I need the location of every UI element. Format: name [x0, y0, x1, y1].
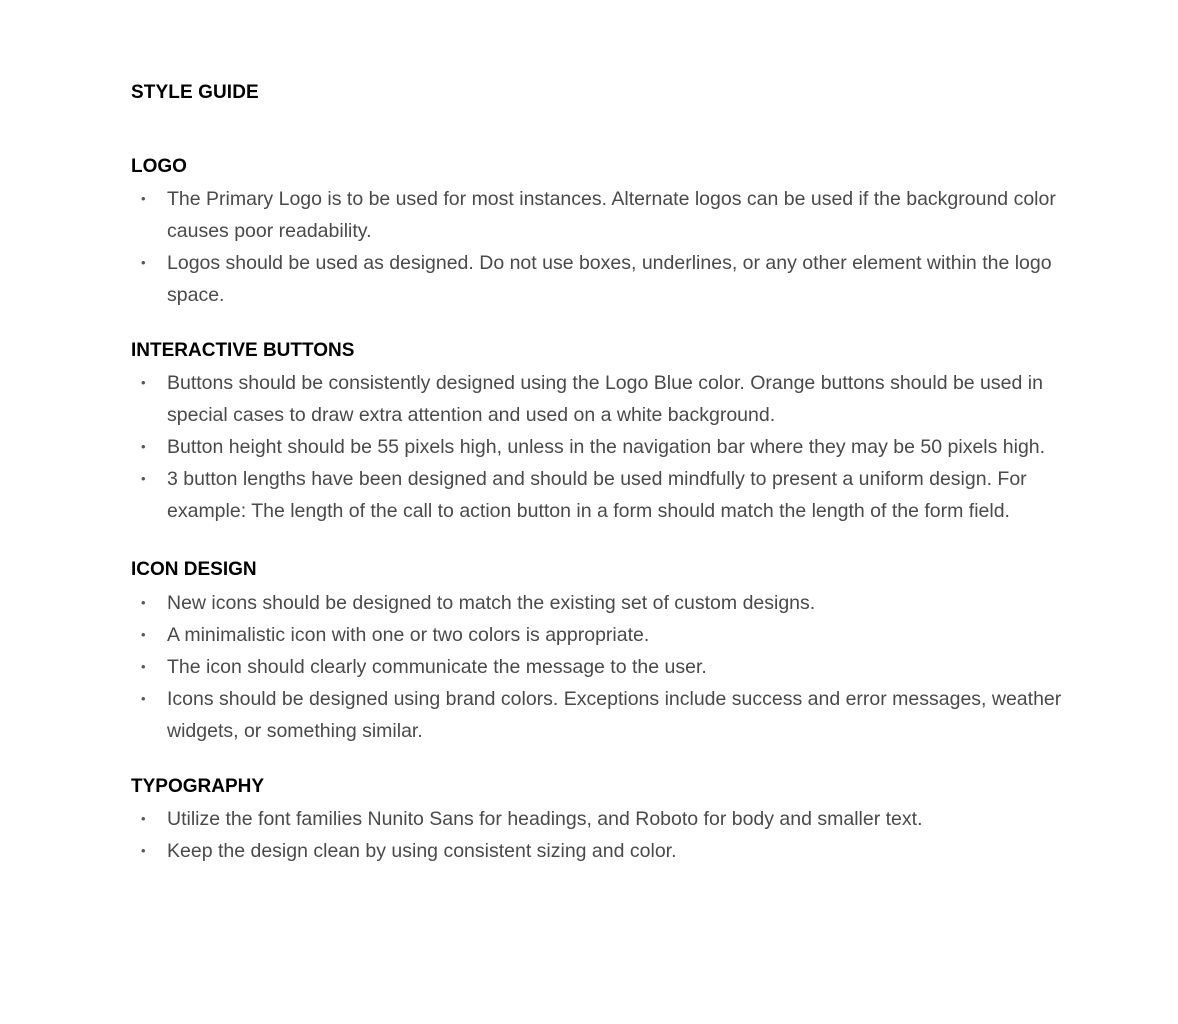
section-logo	[131, 154, 1091, 311]
section-heading-logo: LOGO	[131, 156, 187, 177]
typography-list	[131, 803, 1091, 867]
bullet-icon: •	[141, 471, 146, 486]
list-item	[131, 835, 1091, 867]
section-heading-icon-design: ICON DESIGN	[131, 559, 257, 580]
bullet-icon: •	[141, 843, 146, 858]
list-item	[131, 619, 1091, 651]
list-item	[131, 651, 1091, 683]
bullet-icon: •	[141, 375, 146, 390]
section-heading-typography: TYPOGRAPHY	[131, 776, 265, 797]
list-item-text: Icons should be designed using brand colors. Exceptions include success and error messages, weather widgets, or something similar.	[167, 688, 1062, 742]
section-interactive-buttons	[131, 338, 1091, 527]
list-item-text: 3 button lengths have been designed and should be used mindfully to present a uniform design. For example: The length of the call to action button in a form should match the length of the form field.	[167, 468, 1027, 522]
list-item-text: The icon should clearly communicate the message to the user.	[167, 656, 707, 678]
list-item-text: Utilize the font families Nunito Sans for headings, and Roboto for body and smaller text.	[167, 808, 923, 830]
logo-list	[131, 183, 1091, 311]
list-item	[131, 367, 1091, 431]
list-item	[131, 463, 1091, 527]
list-item	[131, 803, 1091, 835]
list-item	[131, 183, 1091, 247]
list-item	[131, 431, 1091, 463]
page-title: STYLE GUIDE	[131, 82, 259, 103]
bullet-icon: •	[141, 439, 146, 454]
bullet-icon: •	[141, 191, 146, 206]
list-item	[131, 247, 1091, 311]
interactive-buttons-list	[131, 367, 1091, 527]
bullet-icon: •	[141, 691, 146, 706]
style-guide-document	[131, 80, 1091, 867]
bullet-icon: •	[141, 811, 146, 826]
bullet-icon: •	[141, 627, 146, 642]
list-item-text: Logos should be used as designed. Do not use boxes, underlines, or any other element within the logo space.	[167, 252, 1052, 306]
list-item-text: The Primary Logo is to be used for most instances. Alternate logos can be used if the background color causes poor readability.	[167, 188, 1056, 242]
section-typography	[131, 774, 1091, 867]
list-item-text: Keep the design clean by using consistent sizing and color.	[167, 840, 677, 862]
section-heading-interactive-buttons: INTERACTIVE BUTTONS	[131, 340, 355, 361]
bullet-icon: •	[141, 595, 146, 610]
list-item-text: Buttons should be consistently designed using the Logo Blue color. Orange buttons should be used in special cases to draw extra attention and used on a white background.	[167, 372, 1043, 426]
list-item-text: A minimalistic icon with one or two colors is appropriate.	[167, 624, 650, 646]
bullet-icon: •	[141, 255, 146, 270]
list-item-text: Button height should be 55 pixels high, unless in the navigation bar where they may be 50 pixels high.	[167, 436, 1046, 458]
section-icon-design	[131, 557, 1091, 747]
icon-design-list	[131, 587, 1091, 747]
list-item-text: New icons should be designed to match the existing set of custom designs.	[167, 592, 816, 614]
bullet-icon: •	[141, 659, 146, 674]
list-item	[131, 587, 1091, 619]
list-item	[131, 683, 1091, 747]
